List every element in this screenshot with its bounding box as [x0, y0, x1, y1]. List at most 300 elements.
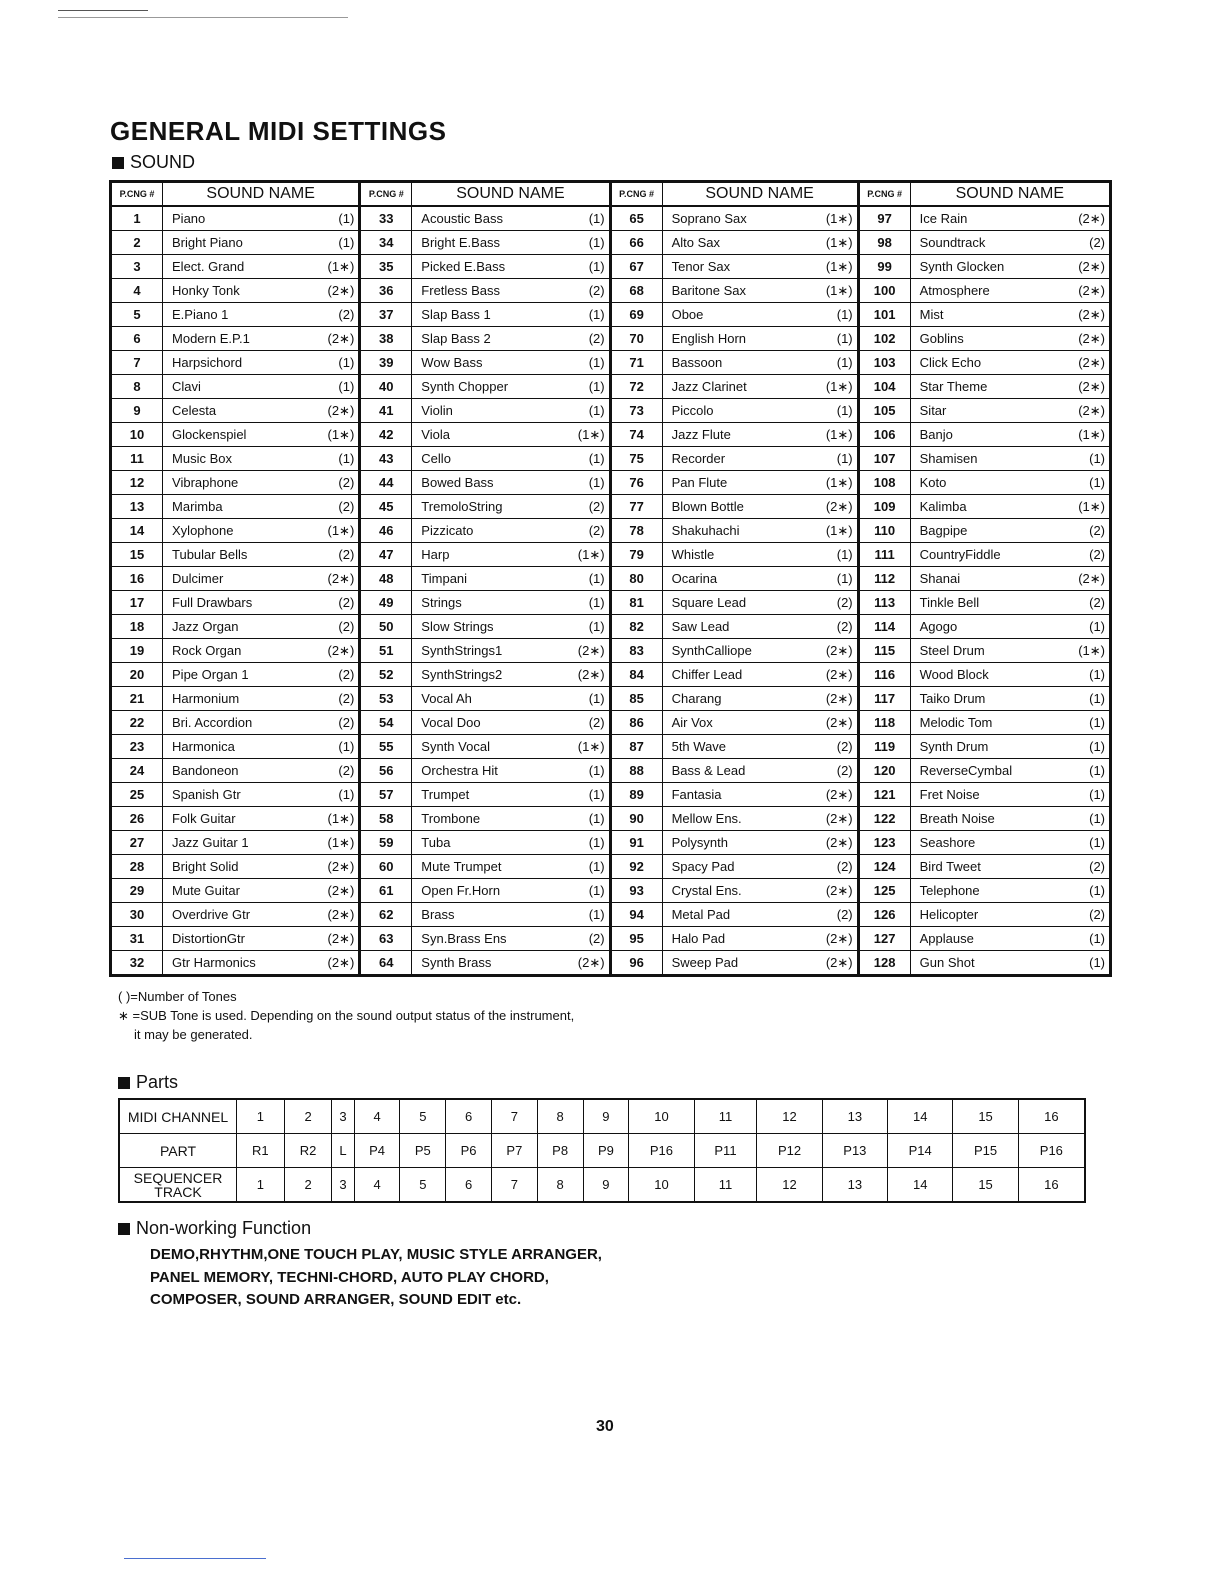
pcng-number: 53	[360, 687, 412, 711]
sound-name: Clavi	[163, 375, 319, 399]
sound-name: Picked E.Bass	[412, 255, 569, 279]
sequencer-track-header: SEQUENCER TRACK	[119, 1168, 237, 1203]
pcng-number: 11	[111, 447, 163, 471]
sequencer-track-cell: 15	[953, 1168, 1018, 1203]
midi-channel-row	[119, 1099, 1085, 1134]
tone-count: (1∗)	[319, 519, 360, 543]
sound-name: Harmonium	[163, 687, 319, 711]
sound-name: Halo Pad	[662, 927, 817, 951]
square-bullet-icon	[118, 1077, 130, 1089]
tone-count: (2∗)	[319, 855, 360, 879]
sound-name: Elect. Grand	[163, 255, 319, 279]
note-sub-tone-continued: it may be generated.	[134, 1027, 253, 1042]
pcng-number: 97	[858, 206, 910, 231]
pcng-number: 50	[360, 615, 412, 639]
sound-name: Wood Block	[910, 663, 1069, 687]
pcng-number: 60	[360, 855, 412, 879]
tone-count: (1)	[319, 375, 360, 399]
part-cell: R2	[284, 1134, 332, 1168]
pcng-number: 21	[111, 687, 163, 711]
sequencer-track-cell: 14	[888, 1168, 953, 1203]
sound-row	[111, 591, 1111, 615]
sound-name: Open Fr.Horn	[412, 879, 569, 903]
tone-count: (1∗)	[817, 375, 858, 399]
pcng-number: 18	[111, 615, 163, 639]
tone-count: (2∗)	[817, 711, 858, 735]
scan-artifact-line	[124, 1558, 266, 1559]
tone-count: (1∗)	[817, 255, 858, 279]
sound-name: Melodic Tom	[910, 711, 1069, 735]
sound-name: Celesta	[163, 399, 319, 423]
sound-name: Wow Bass	[412, 351, 569, 375]
pcng-number: 128	[858, 951, 910, 976]
tone-count: (2∗)	[1069, 399, 1110, 423]
tone-count: (1∗)	[1069, 639, 1110, 663]
part-cell: P5	[400, 1134, 446, 1168]
pcng-number: 3	[111, 255, 163, 279]
parts-table	[118, 1098, 1086, 1203]
pcng-number: 105	[858, 399, 910, 423]
pcng-number: 41	[360, 399, 412, 423]
tone-count: (1)	[1069, 615, 1110, 639]
sound-name: Overdrive Gtr	[163, 903, 319, 927]
midi-channel-cell: 15	[953, 1099, 1018, 1134]
sound-name: Polysynth	[662, 831, 817, 855]
sequencer-track-cell: 10	[629, 1168, 694, 1203]
midi-channel-cell: 5	[400, 1099, 446, 1134]
sound-row	[111, 735, 1111, 759]
sound-row	[111, 711, 1111, 735]
sound-name: Vocal Ah	[412, 687, 569, 711]
midi-channel-cell: 8	[537, 1099, 583, 1134]
pcng-number: 29	[111, 879, 163, 903]
pcng-number: 59	[360, 831, 412, 855]
sound-name: Vibraphone	[163, 471, 319, 495]
tone-count: (2)	[569, 279, 610, 303]
tone-count: (2∗)	[817, 879, 858, 903]
tone-count: (2∗)	[1069, 567, 1110, 591]
tone-count: (2)	[817, 903, 858, 927]
tone-count: (1∗)	[817, 279, 858, 303]
sound-name: Xylophone	[163, 519, 319, 543]
sound-name: Agogo	[910, 615, 1069, 639]
tone-count: (2)	[817, 855, 858, 879]
pcng-number: 72	[610, 375, 662, 399]
tone-count: (2∗)	[569, 951, 610, 976]
tone-count: (1)	[569, 855, 610, 879]
pcng-number: 55	[360, 735, 412, 759]
tone-count: (2∗)	[817, 807, 858, 831]
tone-count: (1)	[569, 807, 610, 831]
sound-name: Bass & Lead	[662, 759, 817, 783]
part-cell: P14	[888, 1134, 953, 1168]
sound-row	[111, 687, 1111, 711]
tone-count: (2)	[569, 519, 610, 543]
tone-count: (2)	[817, 591, 858, 615]
sound-name: Spacy Pad	[662, 855, 817, 879]
pcng-number: 40	[360, 375, 412, 399]
pcng-number: 1	[111, 206, 163, 231]
sound-name: Bagpipe	[910, 519, 1069, 543]
pcng-number: 85	[610, 687, 662, 711]
pcng-number: 64	[360, 951, 412, 976]
sound-name: E.Piano 1	[163, 303, 319, 327]
pcng-number: 92	[610, 855, 662, 879]
sound-row	[111, 375, 1111, 399]
sound-name: TremoloString	[412, 495, 569, 519]
sound-name: Synth Drum	[910, 735, 1069, 759]
tone-count: (1)	[569, 206, 610, 231]
sound-name-header: SOUND NAME	[662, 182, 858, 207]
tone-count: (1)	[1069, 807, 1110, 831]
sound-name: Metal Pad	[662, 903, 817, 927]
midi-channel-cell: 7	[491, 1099, 537, 1134]
pcng-number: 112	[858, 567, 910, 591]
sound-name: Spanish Gtr	[163, 783, 319, 807]
sound-name: Orchestra Hit	[412, 759, 569, 783]
tone-count: (1)	[569, 255, 610, 279]
sound-name: DistortionGtr	[163, 927, 319, 951]
pcng-number: 37	[360, 303, 412, 327]
sound-name: Tubular Bells	[163, 543, 319, 567]
tone-count: (1∗)	[319, 807, 360, 831]
pcng-number: 5	[111, 303, 163, 327]
square-bullet-icon	[112, 157, 124, 169]
pcng-number: 34	[360, 231, 412, 255]
tone-count: (2∗)	[319, 951, 360, 976]
sound-name: 5th Wave	[662, 735, 817, 759]
tone-count: (1)	[1069, 735, 1110, 759]
sound-row	[111, 279, 1111, 303]
sound-name: Slap Bass 2	[412, 327, 569, 351]
midi-channel-cell: 12	[757, 1099, 822, 1134]
tone-count: (2)	[1069, 519, 1110, 543]
sound-name: Slow Strings	[412, 615, 569, 639]
tone-count: (1)	[817, 447, 858, 471]
part-cell: P12	[757, 1134, 822, 1168]
parts-table-body	[119, 1099, 1085, 1202]
pcng-number: 33	[360, 206, 412, 231]
sound-name: SynthStrings2	[412, 663, 569, 687]
sound-name: ReverseCymbal	[910, 759, 1069, 783]
tone-count: (1∗)	[1069, 495, 1110, 519]
sound-row	[111, 759, 1111, 783]
sound-row	[111, 351, 1111, 375]
tone-count: (1)	[569, 615, 610, 639]
tone-count: (1)	[569, 687, 610, 711]
tone-count: (2)	[319, 711, 360, 735]
tone-count: (1)	[569, 471, 610, 495]
tone-count: (1)	[817, 567, 858, 591]
pcng-number: 35	[360, 255, 412, 279]
pcng-number: 82	[610, 615, 662, 639]
sound-name: Harp	[412, 543, 569, 567]
tone-count: (2)	[817, 759, 858, 783]
midi-channel-cell: 14	[888, 1099, 953, 1134]
sound-name: Mute Trumpet	[412, 855, 569, 879]
sound-name: Strings	[412, 591, 569, 615]
nonworking-line: PANEL MEMORY, TECHNI-CHORD, AUTO PLAY CHORD,	[150, 1268, 549, 1286]
notes	[118, 987, 574, 1044]
sequencer-track-cell: 11	[694, 1168, 757, 1203]
pcng-number: 42	[360, 423, 412, 447]
sequencer-track-cell: 7	[491, 1168, 537, 1203]
midi-channel-cell: 10	[629, 1099, 694, 1134]
sound-name-header: SOUND NAME	[910, 182, 1110, 207]
sound-name: Taiko Drum	[910, 687, 1069, 711]
tone-count: (1∗)	[319, 423, 360, 447]
pcng-number: 78	[610, 519, 662, 543]
tone-count: (1)	[1069, 447, 1110, 471]
sound-row	[111, 903, 1111, 927]
pcng-number: 38	[360, 327, 412, 351]
pcng-number: 16	[111, 567, 163, 591]
sound-heading-label: SOUND	[130, 152, 196, 172]
sound-name: SynthCalliope	[662, 639, 817, 663]
pcng-number: 52	[360, 663, 412, 687]
sound-name: Fantasia	[662, 783, 817, 807]
tone-count: (2∗)	[1069, 206, 1110, 231]
tone-count: (1)	[569, 231, 610, 255]
tone-count: (2∗)	[569, 639, 610, 663]
sound-name: Oboe	[662, 303, 817, 327]
tone-count: (2)	[569, 711, 610, 735]
sound-name: Syn.Brass Ens	[412, 927, 569, 951]
pcng-number: 114	[858, 615, 910, 639]
sound-name: Cello	[412, 447, 569, 471]
pcng-number: 49	[360, 591, 412, 615]
sound-name: Dulcimer	[163, 567, 319, 591]
sequencer-track-cell: 13	[822, 1168, 887, 1203]
nonworking-line: COMPOSER, SOUND ARRANGER, SOUND EDIT etc.	[150, 1291, 522, 1308]
sound-name: Gtr Harmonics	[163, 951, 319, 976]
pcng-number: 76	[610, 471, 662, 495]
tone-count: (2)	[319, 495, 360, 519]
tone-count: (2)	[1069, 903, 1110, 927]
sound-name: Jazz Organ	[163, 615, 319, 639]
tone-count: (2)	[319, 663, 360, 687]
sound-name: Piano	[163, 206, 319, 231]
tone-count: (1)	[817, 327, 858, 351]
tone-count: (2∗)	[817, 495, 858, 519]
tone-count: (1)	[817, 399, 858, 423]
tone-count: (1)	[1069, 687, 1110, 711]
sound-name: Trombone	[412, 807, 569, 831]
sound-name: Fret Noise	[910, 783, 1069, 807]
sound-row	[111, 423, 1111, 447]
sound-row	[111, 639, 1111, 663]
pcng-number: 66	[610, 231, 662, 255]
pcng-number: 26	[111, 807, 163, 831]
sequencer-track-cell: 1	[237, 1168, 285, 1203]
pcng-number: 19	[111, 639, 163, 663]
sound-name: Blown Bottle	[662, 495, 817, 519]
sequencer-track-cell: 6	[446, 1168, 492, 1203]
sound-name: English Horn	[662, 327, 817, 351]
midi-channel-cell: 1	[237, 1099, 285, 1134]
tone-count: (1∗)	[817, 423, 858, 447]
scan-artifact-line	[58, 17, 348, 18]
pcng-number: 51	[360, 639, 412, 663]
sound-name: Pizzicato	[412, 519, 569, 543]
sound-name: Fretless Bass	[412, 279, 569, 303]
nonworking-section-heading	[118, 1218, 311, 1239]
sound-name: Harpsichord	[163, 351, 319, 375]
tone-count: (1)	[569, 375, 610, 399]
sound-row	[111, 927, 1111, 951]
tone-count: (2)	[1069, 231, 1110, 255]
pcng-number: 75	[610, 447, 662, 471]
tone-count: (2∗)	[817, 663, 858, 687]
pcng-number: 77	[610, 495, 662, 519]
tone-count: (2)	[1069, 591, 1110, 615]
tone-count: (2)	[569, 327, 610, 351]
sound-name: Marimba	[163, 495, 319, 519]
sound-name: Click Echo	[910, 351, 1069, 375]
sequencer-track-cell: 5	[400, 1168, 446, 1203]
sound-name: Rock Organ	[163, 639, 319, 663]
tone-count: (2)	[319, 591, 360, 615]
pcng-number: 56	[360, 759, 412, 783]
sound-name: Harmonica	[163, 735, 319, 759]
sound-name: Folk Guitar	[163, 807, 319, 831]
pcng-number: 10	[111, 423, 163, 447]
pcng-number: 119	[858, 735, 910, 759]
pcng-number: 32	[111, 951, 163, 976]
part-cell: P16	[629, 1134, 694, 1168]
sound-row	[111, 855, 1111, 879]
pcng-number: 67	[610, 255, 662, 279]
sound-name: Bassoon	[662, 351, 817, 375]
part-cell: L	[332, 1134, 354, 1168]
sound-row	[111, 206, 1111, 231]
tone-count: (2∗)	[817, 783, 858, 807]
sound-row	[111, 519, 1111, 543]
page-number: 30	[596, 1418, 614, 1435]
sound-name: Honky Tonk	[163, 279, 319, 303]
sound-name: Bird Tweet	[910, 855, 1069, 879]
pcng-number: 87	[610, 735, 662, 759]
pcng-number: 30	[111, 903, 163, 927]
sound-name: Shamisen	[910, 447, 1069, 471]
sequencer-track-row	[119, 1168, 1085, 1203]
sound-name: Crystal Ens.	[662, 879, 817, 903]
tone-count: (1)	[569, 783, 610, 807]
sound-name-header: SOUND NAME	[412, 182, 610, 207]
sound-row	[111, 783, 1111, 807]
part-cell: R1	[237, 1134, 285, 1168]
sound-name: Violin	[412, 399, 569, 423]
square-bullet-icon	[118, 1223, 130, 1235]
parts-heading-label: Parts	[136, 1072, 179, 1092]
tone-count: (1)	[569, 759, 610, 783]
sound-name: Jazz Clarinet	[662, 375, 817, 399]
pcng-number: 74	[610, 423, 662, 447]
pcng-number: 86	[610, 711, 662, 735]
pcng-number: 47	[360, 543, 412, 567]
sound-name: Soprano Sax	[662, 206, 817, 231]
pcng-number: 68	[610, 279, 662, 303]
pcng-number: 106	[858, 423, 910, 447]
part-row	[119, 1134, 1085, 1168]
midi-channel-header: MIDI CHANNEL	[119, 1099, 237, 1134]
tone-count: (1)	[319, 351, 360, 375]
sound-name: Baritone Sax	[662, 279, 817, 303]
sound-row	[111, 399, 1111, 423]
sound-name: Kalimba	[910, 495, 1069, 519]
pcng-number: 111	[858, 543, 910, 567]
pcng-number: 104	[858, 375, 910, 399]
pcng-number: 107	[858, 447, 910, 471]
sound-name: Air Vox	[662, 711, 817, 735]
sound-table	[109, 180, 1112, 977]
pcng-number: 120	[858, 759, 910, 783]
pcng-header: P.CNG #	[360, 182, 412, 207]
part-cell: P6	[446, 1134, 492, 1168]
pcng-number: 125	[858, 879, 910, 903]
tone-count: (2)	[319, 687, 360, 711]
sound-row	[111, 615, 1111, 639]
part-cell: P13	[822, 1134, 887, 1168]
pcng-number: 83	[610, 639, 662, 663]
tone-count: (2∗)	[817, 831, 858, 855]
pcng-number: 100	[858, 279, 910, 303]
tone-count: (1∗)	[1069, 423, 1110, 447]
sound-name: Acoustic Bass	[412, 206, 569, 231]
sound-name: Synth Glocken	[910, 255, 1069, 279]
sound-name: Music Box	[163, 447, 319, 471]
sound-name: Gun Shot	[910, 951, 1069, 976]
sound-name: SynthStrings1	[412, 639, 569, 663]
pcng-number: 43	[360, 447, 412, 471]
tone-count: (2)	[319, 759, 360, 783]
pcng-number: 20	[111, 663, 163, 687]
sound-name: Timpani	[412, 567, 569, 591]
pcng-number: 124	[858, 855, 910, 879]
sound-name: Tenor Sax	[662, 255, 817, 279]
part-cell: P9	[583, 1134, 629, 1168]
pcng-number: 81	[610, 591, 662, 615]
tone-count: (2)	[569, 927, 610, 951]
tone-count: (2∗)	[319, 639, 360, 663]
sound-name: Bright Solid	[163, 855, 319, 879]
tone-count: (2∗)	[817, 639, 858, 663]
pcng-number: 70	[610, 327, 662, 351]
tone-count: (2∗)	[319, 399, 360, 423]
sound-name: Ocarina	[662, 567, 817, 591]
sound-name: Shanai	[910, 567, 1069, 591]
tone-count: (2)	[319, 543, 360, 567]
tone-count: (2∗)	[1069, 255, 1110, 279]
pcng-number: 127	[858, 927, 910, 951]
sound-name: Whistle	[662, 543, 817, 567]
sound-name: Koto	[910, 471, 1069, 495]
pcng-number: 27	[111, 831, 163, 855]
tone-count: (1)	[569, 447, 610, 471]
tone-count: (2∗)	[817, 927, 858, 951]
sequencer-track-cell: 3	[332, 1168, 354, 1203]
tone-count: (1)	[817, 303, 858, 327]
sound-name: Synth Brass	[412, 951, 569, 976]
sound-name: Goblins	[910, 327, 1069, 351]
sound-name: Seashore	[910, 831, 1069, 855]
sound-name: Tinkle Bell	[910, 591, 1069, 615]
pcng-number: 121	[858, 783, 910, 807]
sound-name: Bowed Bass	[412, 471, 569, 495]
pcng-header: P.CNG #	[610, 182, 662, 207]
sound-row	[111, 327, 1111, 351]
pcng-number: 4	[111, 279, 163, 303]
